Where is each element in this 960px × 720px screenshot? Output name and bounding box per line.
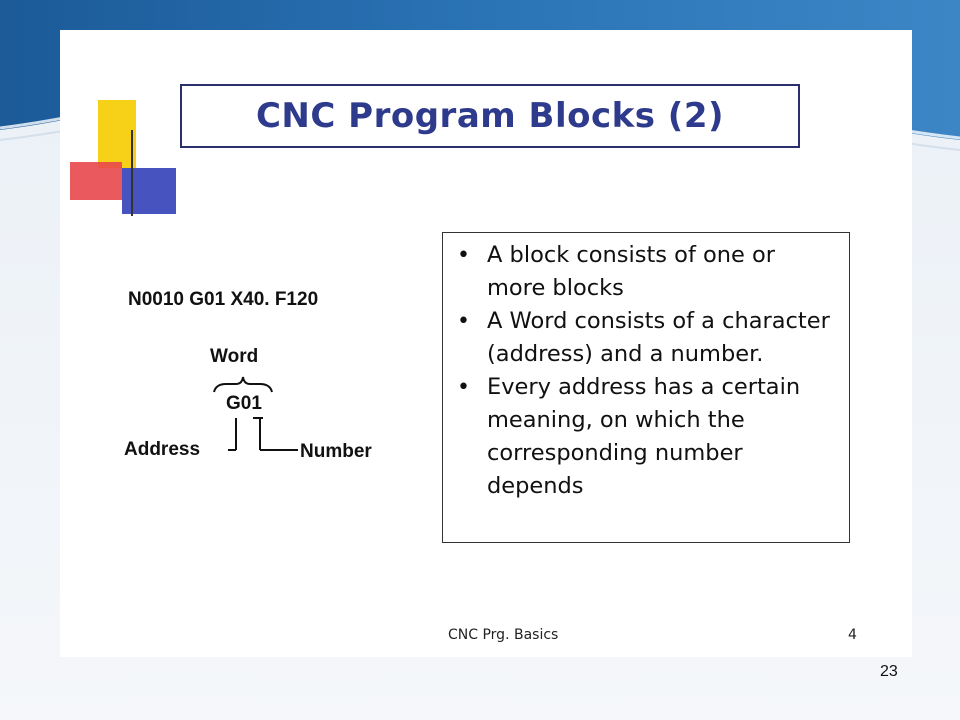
bullet-text: A Word consists of a character (address) and a number. bbox=[487, 308, 830, 367]
word-diagram bbox=[122, 342, 412, 472]
bullet-item bbox=[453, 239, 837, 305]
word-example: G01 bbox=[226, 393, 262, 414]
slide-title: CNC Program Blocks (2) bbox=[255, 96, 725, 136]
slide-number: 23 bbox=[880, 663, 898, 680]
slide-title-box bbox=[180, 84, 800, 148]
code-example: N0010 G01 X40. F120 bbox=[128, 289, 319, 310]
bullet-text: Every address has a certain meaning, on which the corresponding number depends bbox=[487, 374, 801, 499]
address-label: Address bbox=[124, 439, 201, 460]
bullet-item bbox=[453, 305, 837, 371]
footer-page-number: 4 bbox=[848, 627, 857, 643]
bullet-box bbox=[442, 232, 850, 543]
deco-red-square bbox=[70, 162, 122, 200]
bullet-text: A block consists of one or more blocks bbox=[487, 242, 776, 301]
bullet-dot-icon: • bbox=[457, 309, 470, 334]
bullet-item bbox=[453, 371, 837, 503]
number-label: Number bbox=[300, 441, 372, 462]
bullet-dot-icon: • bbox=[457, 243, 470, 268]
footer-label: CNC Prg. Basics bbox=[448, 627, 559, 643]
deco-yellow-square bbox=[98, 100, 136, 168]
word-label: Word bbox=[210, 346, 259, 367]
bullet-list bbox=[453, 239, 837, 503]
slide-content bbox=[60, 30, 912, 657]
bullet-dot-icon: • bbox=[457, 375, 470, 400]
